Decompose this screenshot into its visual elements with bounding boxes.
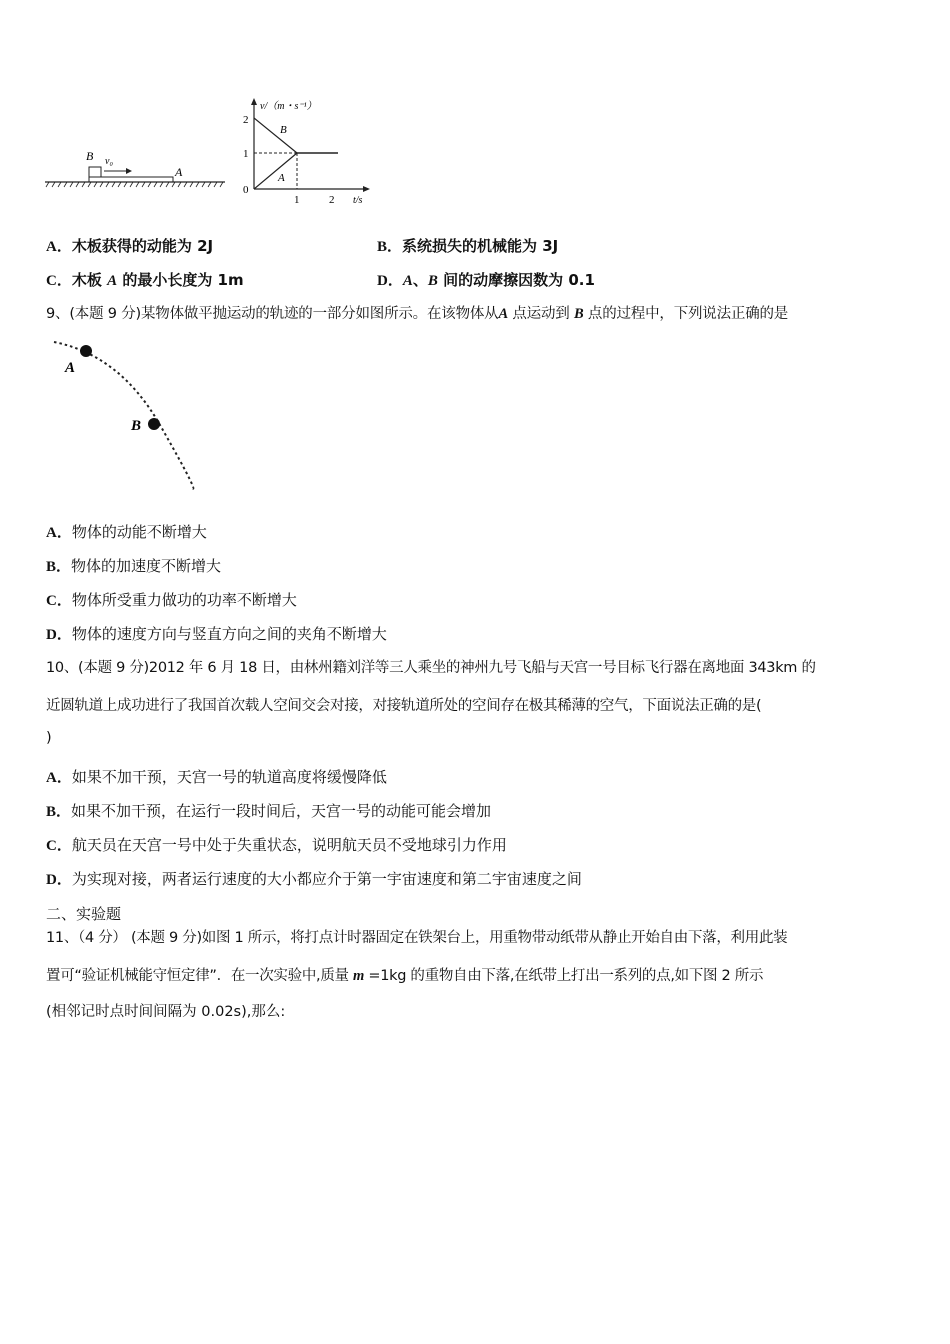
q10-option-c: [46, 835, 507, 856]
block-label: B: [86, 149, 94, 163]
option-letter: B．: [46, 559, 72, 575]
q10-option-b: [46, 801, 491, 822]
board-label: A: [175, 165, 183, 179]
line-a-label: A: [278, 172, 285, 184]
question-text: (本题 9 分)某物体做平抛运动的轨迹的一部分如图所示。在该物体从: [69, 306, 499, 322]
q10-option-a: [46, 767, 387, 788]
q9-stem: [46, 304, 788, 324]
q9-option-d: [46, 624, 387, 645]
line-b-label: B: [280, 124, 287, 136]
option-letter: C．: [46, 273, 72, 289]
option-variable: B: [427, 273, 438, 289]
option-variable: A: [402, 273, 413, 289]
question-text: 置可“验证机械能守恒定律”．在一次实验中,质量: [46, 968, 354, 984]
board-block-figure: [40, 140, 240, 195]
x-axis-label: t/s: [353, 195, 363, 206]
projectile-trajectory-figure: [40, 330, 210, 500]
option-text: 物体的速度方向与竖直方向之间的夹角不断增大: [71, 625, 387, 643]
q9-option-c: [46, 590, 297, 611]
point-b-label: B: [131, 418, 142, 434]
q10-stem-line2: 近圆轨道上成功进行了我国首次载人空间交会对接，对接轨道所处的空间存在极其稀薄的空气，下面说法正确的是(: [46, 698, 762, 714]
option-text: 木板: [71, 271, 108, 289]
x-tick-1: 1: [294, 194, 300, 206]
q11-stem-line2: [46, 966, 763, 986]
x-tick-2: 2: [329, 194, 335, 206]
option-letter: A．: [46, 525, 72, 541]
option-text: 木板获得的动能为 2J: [71, 237, 214, 255]
q11-stem-line3: (相邻记时点时间间隔为 0.02s),那么:: [46, 1004, 286, 1020]
option-letter: A．: [46, 239, 72, 255]
y-axis-label: v/（m・s⁻¹）: [260, 101, 317, 112]
point-b-dot: [148, 418, 160, 430]
line-a: [254, 153, 297, 189]
q8-option-b: [377, 236, 558, 257]
option-letter: C．: [46, 838, 72, 854]
option-text: 间的动摩擦因数为 0.1: [437, 271, 595, 289]
q8-option-c: [46, 270, 244, 291]
option-letter: A．: [46, 770, 72, 786]
option-text: 为实现对接，两者运行速度的大小都应介于第一宇宙速度和第二宇宙速度之间: [71, 870, 582, 888]
point-a-label: A: [65, 360, 76, 376]
option-letter: D．: [377, 273, 403, 289]
point-b-variable: B: [574, 306, 584, 322]
option-letter: B．: [46, 804, 72, 820]
point-a-variable: A: [498, 306, 508, 322]
q8-option-d: [377, 270, 595, 291]
option-letter: D．: [46, 627, 72, 643]
mass-variable: m: [353, 968, 365, 984]
option-letter: D．: [46, 872, 72, 888]
option-letter: C．: [46, 593, 72, 609]
section-title: 二、实验题: [46, 905, 122, 923]
question-text: 点的过程中，下列说法正确的是: [583, 306, 789, 322]
option-text: 物体的加速度不断增大: [71, 557, 222, 575]
velocity-label: v₀: [105, 156, 113, 167]
option-letter: B．: [377, 239, 403, 255]
y-tick-2: 2: [243, 114, 249, 126]
question-text: 点运动到: [507, 306, 574, 322]
question-number: 9、: [46, 306, 70, 322]
q10-stem-line3: ): [46, 730, 52, 746]
option-text: 航天员在天宫一号中处于失重状态，说明航天员不受地球引力作用: [71, 836, 507, 854]
option-separator: 、: [412, 271, 428, 289]
q10-option-d: [46, 869, 582, 890]
line-b: [254, 118, 297, 153]
q9-option-b: [46, 556, 221, 577]
option-text: 物体的动能不断增大: [71, 523, 207, 541]
q10-stem-line1: 10、(本题 9 分)2012 年 6 月 18 日，由林州籍刘洋等三人乘坐的神州九号飞船与天宫一号目标飞行器在离地面 343km 的: [46, 660, 816, 676]
option-text: 系统损失的机械能为 3J: [402, 237, 559, 255]
q8-option-a: [46, 236, 213, 257]
option-text: 物体所受重力做功的功率不断增大: [71, 591, 297, 609]
q11-stem-line1: 11、（4 分） (本题 9 分)如图 1 所示，将打点计时器固定在铁架台上，用重物带动纸带从静止开始自由下落，利用此装: [46, 930, 788, 946]
point-a-dot: [80, 345, 92, 357]
option-text: 的最小长度为 1m: [117, 271, 244, 289]
option-variable: A: [107, 273, 118, 289]
y-tick-0: 0: [243, 184, 249, 196]
q9-option-a: [46, 522, 207, 543]
velocity-time-graph: [240, 95, 380, 210]
y-tick-1: 1: [243, 148, 249, 160]
question-text: =1kg 的重物自由下落,在纸带上打出一系列的点,如下图 2 所示: [364, 968, 764, 984]
option-text: 如果不加干预，天宫一号的轨道高度将缓慢降低: [71, 768, 387, 786]
option-text: 如果不加干预，在运行一段时间后，天宫一号的动能可能会增加: [71, 802, 492, 820]
